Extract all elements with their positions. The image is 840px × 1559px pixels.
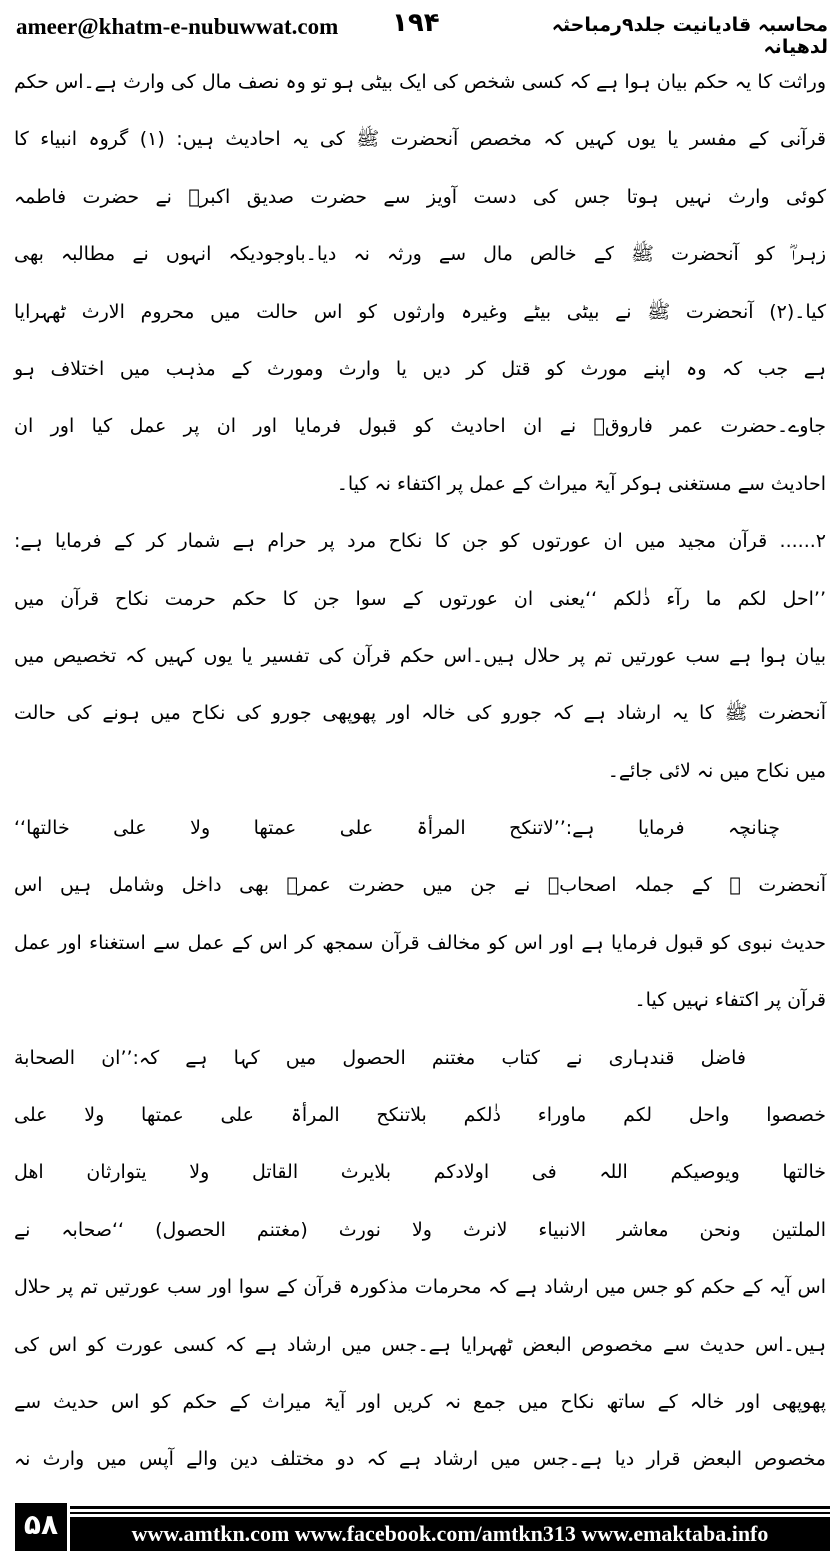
text-line: احادیث سے مستغنی ہوکر آیۃ میراث کے عمل پر اکتفاء نہ کیا۔ (336, 472, 826, 495)
text-line: قرآنی کے مفسر یا یوں کہیں کہ مخصص آنحضرت ﷺ کی یہ احادیث ہیں: (۱) گروہ انبیاء کا (14, 128, 826, 151)
text-line: پھوپھی اور خالہ کے ساتھ نکاح میں جمع نہ کریں اور آیۃ میراث کے حکم کو اس حدیث سے (14, 1390, 826, 1413)
footer-page-number: ۵۸ (15, 1503, 67, 1551)
text-line: میں نکاح میں نہ لائی جائے۔ (607, 759, 826, 782)
text-line: آنحضرت ﷺ کے جملہ اصحابؓ نے جن میں حضرت عمرؓ بھی داخل وشامل ہیں اس (14, 874, 826, 897)
text-line: چنانچہ فرمایا ہے:’’لاتنکح المرأۃ علی عمتھا ولا علی خالتھا‘‘ (14, 817, 780, 840)
text-line: وراثت کا یہ حکم بیان ہوا ہے کہ کسی شخص کی ایک بیٹی ہو تو وہ نصف مال کی وارث ہے۔اس حکم (14, 71, 826, 93)
text-line: بیان ہوا ہے سب عورتیں تم پر حلال ہیں۔اس حکم قرآن کی تفسیر یا یوں کہیں کہ تخصیص میں (14, 644, 826, 667)
text-line: قرآن پر اکتفاء نہیں کیا۔ (634, 989, 826, 1012)
header-book-title: محاسبہ قادیانیت جلد۹رمباحثہ لدھیانہ (551, 14, 828, 58)
text-line: مخصوص البعض قرار دیا ہے۔جس میں ارشاد ہے کہ دو مختلف دین والے آپس میں وارث نہ (14, 1448, 826, 1471)
header-page-number: ۱۹۴ (392, 8, 440, 38)
text-line: خالتھا ویوصیکم اللہ فی اولادکم بلایرث القاتل ولا یتوارثان اھل (14, 1161, 826, 1184)
text-line: الملتین ونحن معاشر الانبیاء لانرث ولا نورث (مغتنم الحصول) ‘‘صحابہ نے (14, 1218, 826, 1241)
page-header (0, 0, 840, 56)
text-line: ہے جب کہ وہ اپنے مورث کو قتل کر دیں یا وارث ومورث کے مذہب میں اختلاف ہو (14, 357, 826, 380)
text-line: کوئی وارث نہیں ہوتا جس کی دست آویز سے حضرت صدیق اکبرؓ نے حضرت فاطمہ (14, 185, 826, 208)
page-footer (0, 1499, 840, 1559)
text-line: جاوے۔حضرت عمر فاروقؓ نے ان احادیث کو قبول فرمایا اور ان پر عمل کیا اور ان (14, 415, 826, 438)
footer-rule (70, 1506, 830, 1509)
text-line: کیا۔(۲) آنحضرت ﷺ نے بیٹی بیٹے وغیرہ وارثوں کو اس حالت میں محروم الارث ٹھہرایا (14, 300, 826, 323)
text-line: اس آیہ کے حکم کو جس میں ارشاد ہے کہ محرمات مذکورہ قرآن کے سوا اور سب عورتیں تم پر حلال (14, 1276, 826, 1299)
body-text (14, 56, 826, 1491)
text-line: آنحضرت ﷺ کا یہ ارشاد ہے کہ جورو کی خالہ اور پھوپھی جورو کی نکاح میں ہونے کی حالت (14, 702, 826, 725)
text-line: حدیث نبوی کو قبول فرمایا ہے اور اس کو مخالف قرآن سمجھ کر اس کے عمل سے استغناء اور عمل (14, 931, 826, 954)
text-line: خصصوا واحل لکم ماوراء ذٰلکم بلاتنکح المرأۃ علی عمتھا ولا علی (14, 1104, 826, 1127)
text-line: ۲...... قرآن مجید میں ان عورتوں کو جن کا نکاح مرد پر حرام ہے شمار کر کے فرمایا ہے: (14, 530, 826, 553)
text-line: فاضل قندہاری نے کتاب مغتنم الحصول میں کہا ہے کہ:’’ان الصحابة (14, 1046, 746, 1069)
text-line: ’’احل لکم ما رآء ذٰلکم ‘‘یعنی ان عورتوں کے سوا جن کا حکم حرمت نکاح قرآن میں (14, 587, 826, 610)
footer-rule (70, 1512, 830, 1514)
text-line: زہراؓ کو آنحضرت ﷺ کے خالص مال سے ورثہ نہ دیا۔باوجودیکہ انہوں نے مطالبہ بھی (14, 243, 826, 266)
header-email: ameer@khatm-e-nubuwwat.com (16, 14, 339, 39)
footer-links: www.amtkn.com www.facebook.com/amtkn313 www.emaktaba.info (70, 1517, 830, 1551)
text-line: ہیں۔اس حدیث سے مخصوص البعض ٹھہرایا ہے۔جس میں ارشاد ہے کہ کسی عورت کو اس کی (14, 1333, 826, 1356)
